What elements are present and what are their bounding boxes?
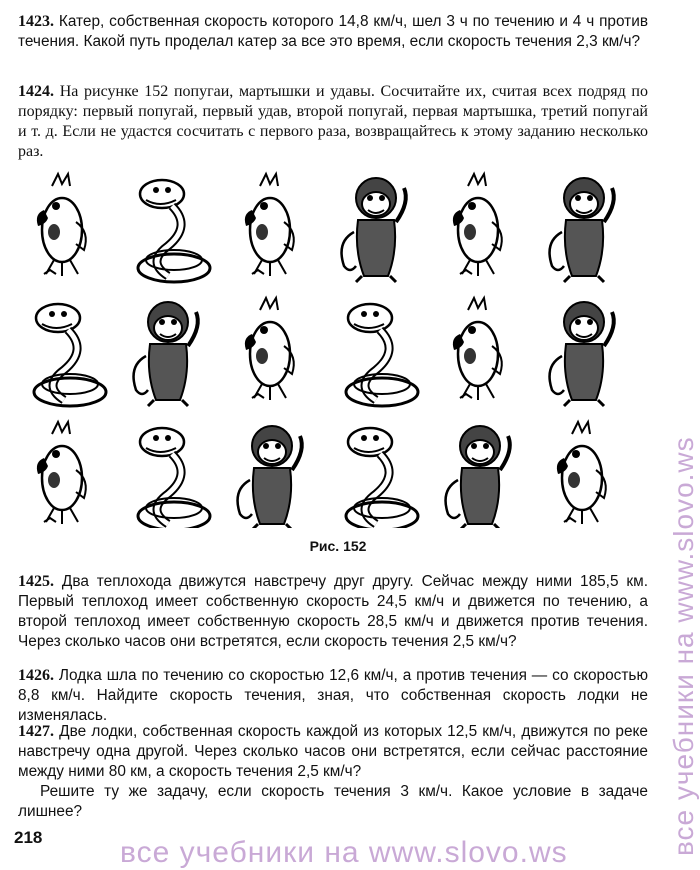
watermark-bottom: все учебники на www.slovo.ws: [120, 836, 568, 869]
monkey-icon: [342, 178, 406, 282]
problem-1425: [18, 572, 648, 652]
snake-icon: [34, 304, 106, 406]
snake-icon: [346, 304, 418, 406]
problem-text: Две лодки, собственная скорость каждой из которых 12,5 км/ч, движутся по реке навстречу одна другой. Через сколько часов они встретятся, если сейчас расстояние между ними 80 км, а скорость течения 2,5 км/ч?: [18, 723, 648, 780]
problem-number: 1427.: [18, 723, 54, 740]
monkey-icon: [238, 426, 302, 528]
problem-text: Лодка шла по течению со скоростью 12,6 км/ч, а против течения — со скоростью 8,8 км/ч. Найдите скорость течения, зная, что собственная скорость лодки не изменялась.: [18, 667, 648, 724]
parrot-icon: [37, 422, 86, 524]
problem-1423: [18, 12, 648, 52]
parrot-icon: [37, 174, 86, 276]
watermark-side: все учебники на www.slovo.ws: [668, 436, 699, 856]
parrot-icon: [453, 174, 502, 276]
snake-icon: [138, 180, 210, 282]
problem-text: Катер, собственная скорость которого 14,8 км/ч, шел 3 ч по течению и 4 ч против течения. Какой путь проделал катер за все это время, если скорость течения 2,3 км/ч?: [18, 13, 649, 50]
problem-text: Два теплохода движутся навстречу друг другу. Сейчас между ними 185,5 км. Первый теплоход имеет собственную скорость 24,5 км/ч и движется по течению, а второй теплоход имеет собственную скорость 28,5 км/ч и движется против течения. Через сколько часов они встретятся, если скорость течения 2,5 км/ч?: [18, 573, 649, 650]
figure-152: [18, 168, 658, 554]
parrot-icon: [453, 298, 502, 400]
page-number: 218: [14, 828, 43, 847]
parrot-icon: [557, 422, 606, 524]
parrot-icon: [245, 298, 294, 400]
problem-1427: [18, 722, 648, 822]
figure-caption: Рис. 152: [309, 538, 367, 554]
parrot-icon: [245, 174, 294, 276]
problem-extra: Решите ту же задачу, если скорость течения 3 км/ч. Какое условие в задаче лишнее?: [18, 783, 648, 820]
problem-number: 1426.: [18, 667, 54, 684]
problem-number: 1424.: [18, 83, 54, 100]
snake-icon: [138, 428, 210, 528]
monkey-icon: [134, 302, 198, 406]
animals-grid: [18, 168, 658, 528]
monkey-icon: [550, 302, 614, 406]
problem-number: 1423.: [18, 13, 54, 30]
problem-text: На рисунке 152 попугаи, мартышки и удавы. Сосчитайте их, считая всех подряд по порядку: первый попугай, первый удав, второй попугай, первая мартышка, третий попугай и т. д. Если не удастся сосчитать с первого раза, возвращайтесь к этому заданию несколько раз.: [18, 83, 648, 160]
problem-number: 1425.: [18, 573, 54, 590]
monkey-icon: [446, 426, 510, 528]
problem-1426: [18, 666, 648, 726]
snake-icon: [346, 428, 418, 528]
monkey-icon: [550, 178, 614, 282]
problem-1424: [18, 82, 648, 162]
